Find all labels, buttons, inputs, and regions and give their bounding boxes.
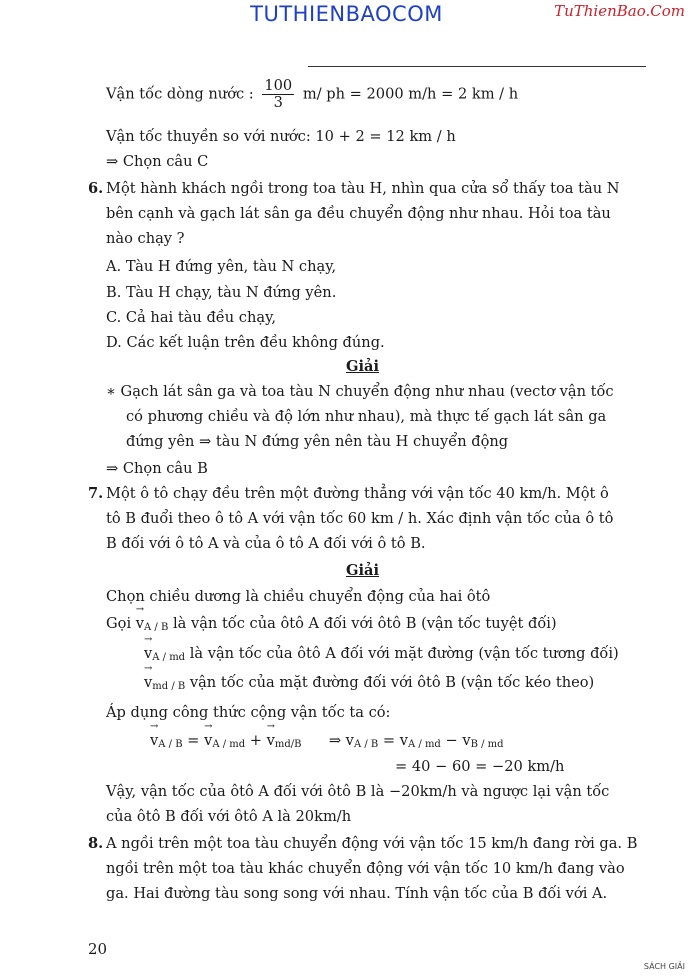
top-line-1: [106, 78, 518, 111]
q8-line-3: ga. Hai đường tàu song song với nhau. Tính vận tốc của B đối với A.: [106, 885, 608, 902]
q6-solution-heading: Giải: [346, 358, 380, 375]
q6-option-b: B. Tàu H chạy, tàu N đứng yên.: [106, 284, 337, 301]
q7-equation-2: = 40 − 60 = −20 km/h: [395, 758, 565, 775]
subscript: A / B: [353, 739, 379, 750]
fraction: [262, 78, 294, 111]
q6-solution-line-3: đứng yên ⇒ tàu N đứng yên nên tàu H chuyển động: [126, 433, 509, 450]
subscript: B / md: [470, 739, 504, 750]
vector-symbol: v: [144, 674, 153, 691]
vector-term: [267, 732, 302, 750]
vector-v-mdb: [144, 674, 185, 692]
vector-subscript: md / B: [152, 681, 186, 692]
q7-equation-1: [150, 732, 504, 750]
vector-term: [150, 732, 183, 750]
vector-symbol: v: [144, 645, 153, 662]
vector-v-amd: [144, 645, 185, 663]
q6-option-d: D. Các kết luận trên đều không đúng.: [106, 334, 385, 351]
q6-answer: ⇒ Chọn câu B: [106, 460, 208, 477]
question-6-number: 6.: [88, 180, 104, 197]
q8-line-2: ngồi trên một toa tàu khác chuyển động với vận tốc 10 km/h đang vào: [106, 860, 625, 877]
q7-solution-line-1: Chọn chiều dương là chiều chuyển động của hai ôtô: [106, 588, 491, 605]
q6-option-c: C. Cả hai tàu đều chạy,: [106, 309, 277, 326]
text: − v: [440, 732, 471, 749]
vector-subscript: A / B: [158, 739, 183, 750]
q7-line-3: B đối với ô tô A và của ô tô A đối với ô tô B.: [106, 535, 426, 552]
q7-conclusion-line-2: của ôtô B đối với ôtô A là 20km/h: [106, 808, 352, 825]
question-7-number: 7.: [88, 485, 104, 502]
q6-solution-line-2: có phương chiều và độ lớn như nhau), mà thực tế gạch lát sân ga: [126, 408, 607, 425]
q6-line-1: Một hành khách ngồi trong toa tàu H, nhìn qua cửa sổ thấy toa tàu N: [106, 180, 620, 197]
q7-conclusion-line-1: Vậy, vận tốc của ôtô A đối với ôtô B là −20km/h và ngược lại vận tốc: [106, 783, 610, 800]
text: Vận tốc dòng nước :: [106, 85, 254, 103]
header-rule: [308, 66, 646, 67]
q7-line-1: Một ô tô chạy đều trên một đường thẳng với vận tốc 40 km/h. Một ô: [106, 485, 609, 502]
fraction-numerator: 100: [264, 77, 293, 94]
text: là vận tốc của ôtô A đối với ôtô B (vận tốc tuyệt đối): [172, 615, 557, 632]
text: =: [182, 732, 205, 749]
q6-solution-line-1: ∗ Gạch lát sân ga và toa tàu N chuyển động như nhau (vectơ vận tốc: [106, 383, 614, 400]
vector-symbol: v: [150, 732, 159, 749]
q7-definition-vmdb: [144, 674, 594, 692]
top-line-3: ⇒ Chọn câu C: [106, 153, 209, 170]
text: +: [245, 732, 267, 749]
q7-formula-intro: Áp dụng công thức cộng vận tốc ta có:: [106, 704, 391, 721]
question-8-number: 8.: [88, 835, 104, 852]
vector-symbol: v: [135, 615, 145, 632]
vector-subscript: A / B: [144, 622, 169, 633]
q6-line-3: nào chạy ?: [106, 230, 185, 247]
q6-line-2: bên cạnh và gạch lát sân ga đều chuyển động như nhau. Hỏi toa tàu: [106, 205, 611, 222]
vector-subscript: A / md: [152, 652, 186, 663]
site-logo: TuThienBao.Com: [554, 2, 685, 20]
q8-line-1: A ngồi trên một toa tàu chuyển động với vận tốc 15 km/h đang rời ga. B: [106, 835, 638, 852]
q7-definition-vamd: [144, 645, 619, 663]
q7-definition-vab: [106, 615, 557, 633]
top-line-2: Vận tốc thuyền so với nước: 10 + 2 = 12 km / h: [106, 128, 456, 145]
q6-option-a: A. Tàu H đứng yên, tàu N chạy,: [106, 258, 337, 275]
text: m/ ph = 2000 m/h = 2 km / h: [302, 85, 519, 103]
text: ⇒ v: [328, 732, 354, 749]
text: = v: [378, 732, 408, 749]
vector-v-ab: [136, 615, 169, 633]
vector-subscript: md/B: [274, 739, 302, 750]
page-number: 20: [88, 940, 108, 958]
fraction-denominator: 3: [273, 94, 283, 112]
vector-symbol: v: [204, 732, 213, 749]
vector-symbol: v: [266, 732, 275, 749]
vector-term: [204, 732, 245, 750]
footer-logo: SÁCH GIẢI: [643, 962, 685, 971]
text: Gọi: [106, 615, 132, 632]
subscript: A / md: [408, 739, 441, 750]
text: vận tốc của mặt đường đối với ôtô B (vận tốc kéo theo): [189, 674, 595, 691]
site-title: TUTHIENBAOCOM: [250, 2, 443, 26]
q7-solution-heading: Giải: [346, 562, 380, 579]
vector-subscript: A / md: [212, 739, 246, 750]
q7-line-2: tô B đuổi theo ô tô A với vận tốc 60 km / h. Xác định vận tốc của ô tô: [106, 510, 614, 527]
text: là vận tốc của ôtô A đối với mặt đường (vận tốc tương đối): [189, 645, 619, 662]
